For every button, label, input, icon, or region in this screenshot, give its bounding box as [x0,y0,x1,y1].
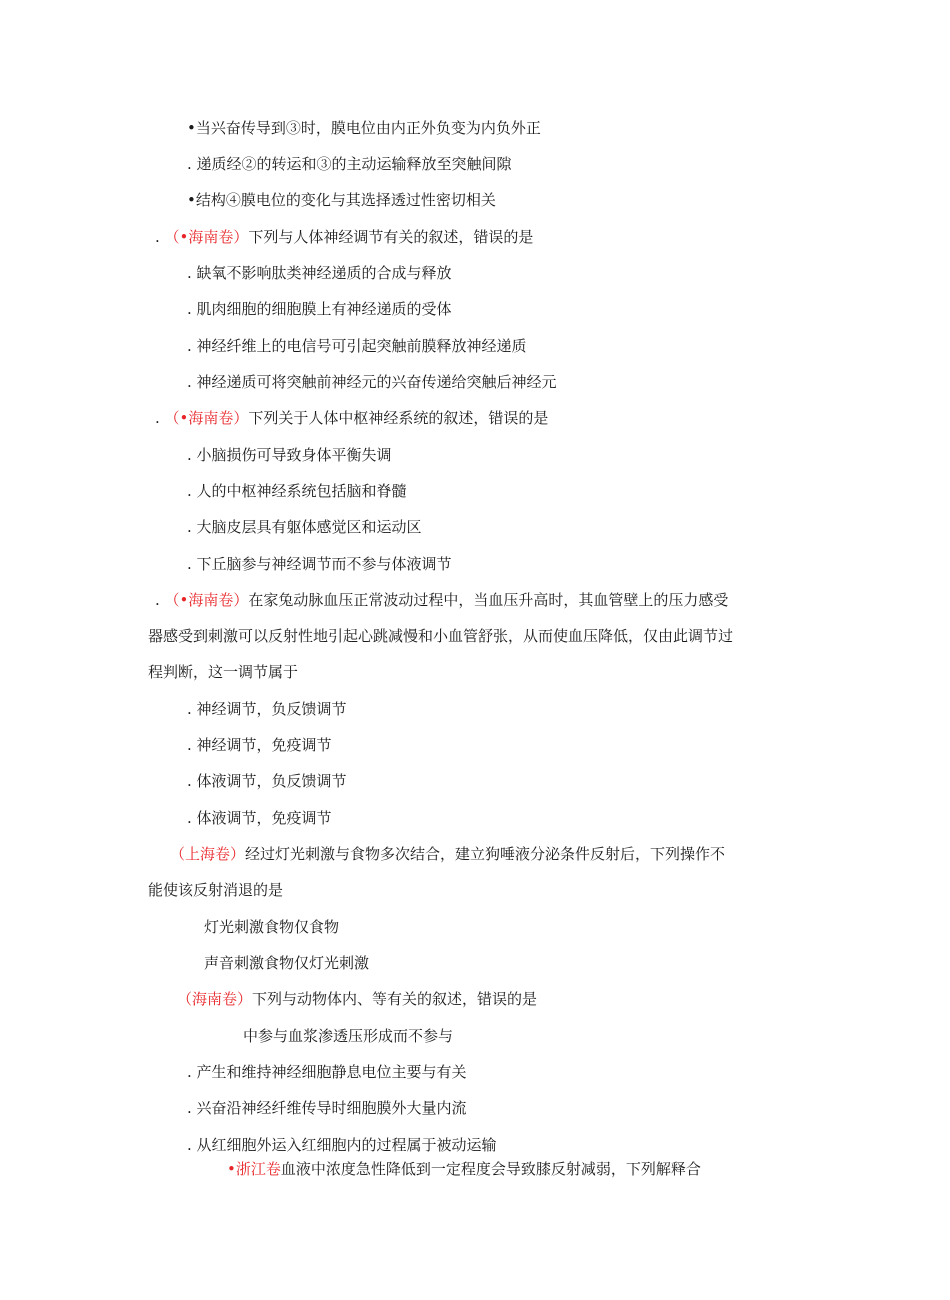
question-stem [155,590,728,610]
option-d: . 从红细胞外运入红细胞内的过程属于被动运输 [187,1136,497,1154]
option-d: . 神经递质可将突触前神经元的兴奋传递给突触后神经元 [187,373,557,391]
option-c: . 大脑皮层具有躯体感觉区和运动区 [187,518,422,536]
option-line: 灯光刺激食物仅食物 [204,918,340,936]
option-line: •结构④膜电位的变化与其选择透过性密切相关 [187,191,496,209]
question-stem [155,227,533,247]
option-line: •当兴奋传导到③时，膜电位由内正外负变为内负外正 [187,119,541,137]
question-text: 下列与人体神经调节有关的叙述，错误的是 [248,228,534,246]
source-label: （海南卷） [177,990,253,1008]
option-line: 声音刺激食物仅灯光刺激 [204,954,370,972]
option-b: . 人的中枢神经系统包括脑和脊髓 [187,482,407,500]
question-text-continued: 器感受到刺激可以反射性地引起心跳减慢和小血管舒张，从而使血压降低，仅由此调节过 [148,627,734,645]
option-a: . 小脑损伤可导致身体平衡失调 [187,446,392,464]
option-b: . 产生和维持神经细胞静息电位主要与有关 [187,1063,467,1081]
question-stem [227,1159,701,1179]
question-stem [170,844,725,864]
question-text: 经过灯光刺激与食物多次结合，建立狗唾液分泌条件反射后，下列操作不 [245,845,726,863]
question-number: . [155,228,165,246]
option-c: . 体液调节，负反馈调节 [187,772,347,790]
question-text: 在家兔动脉血压正常波动过程中，当血压升高时，其血管壁上的压力感受 [248,591,729,609]
option-d: . 下丘脑参与神经调节而不参与体液调节 [187,555,452,573]
question-text: 下列关于人体中枢神经系统的叙述，错误的是 [248,409,549,427]
question-stem [155,408,548,428]
option-b: . 肌肉细胞的细胞膜上有神经递质的受体 [187,300,452,318]
question-text: 血液中浓度急性降低到一定程度会导致膝反射减弱，下列解释合 [280,1160,701,1178]
source-label: （•海南卷） [164,228,249,246]
source-label: •浙江卷 [227,1160,281,1178]
question-number: . [155,409,165,427]
question-text: 下列与动物体内、等有关的叙述，错误的是 [252,990,538,1008]
option-a: . 缺氧不影响肽类神经递质的合成与释放 [187,264,452,282]
option-c: . 兴奋沿神经纤维传导时细胞膜外大量内流 [187,1099,467,1117]
source-label: （上海卷） [170,845,246,863]
option-d: . 体液调节，免疫调节 [187,809,332,827]
question-number: . [155,591,165,609]
question-text-continued: 程判断，这一调节属于 [148,663,299,681]
source-label: （•海南卷） [164,409,249,427]
question-stem [177,989,537,1009]
option-b: . 神经调节，免疫调节 [187,736,332,754]
option-a: 中参与血浆渗透压形成而不参与 [243,1027,454,1045]
question-text-continued: 能使该反射消退的是 [148,881,284,899]
source-label: （•海南卷） [164,591,249,609]
option-line: . 递质经②的转运和③的主动运输释放至突触间隙 [187,155,512,173]
option-c: . 神经纤维上的电信号可引起突触前膜释放神经递质 [187,337,527,355]
option-a: . 神经调节，负反馈调节 [187,700,347,718]
